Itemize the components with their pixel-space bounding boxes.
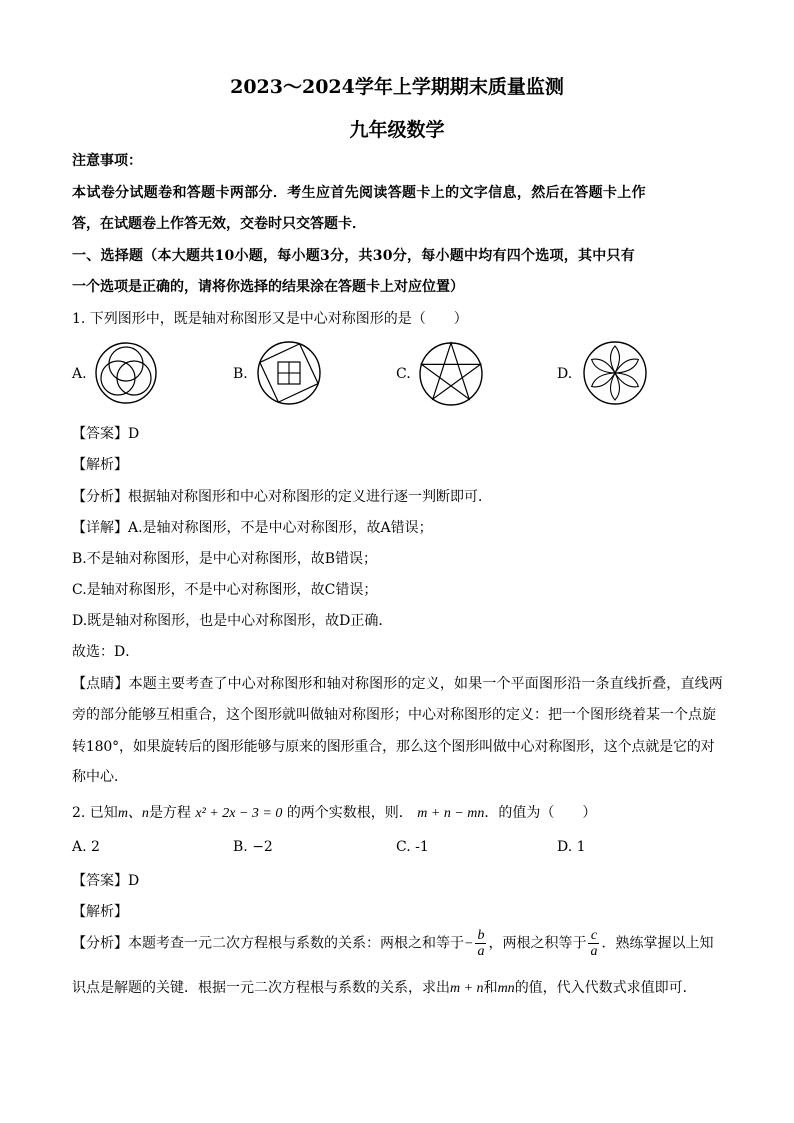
q2-equation: x² + 2x − 3 = 0 <box>195 806 283 821</box>
q2-option-b: B. −2 <box>233 839 273 855</box>
section-1-line-1: 一、选择题（本大题共10小题，每小题3分，共30分，每小题中均有四个选项，其中只有 <box>72 248 635 264</box>
q1-answer <box>72 423 139 443</box>
q2-stem-vars: m、n <box>117 806 149 821</box>
q1-option-a-figure <box>94 340 158 406</box>
q2-product-expr: mn <box>497 981 515 996</box>
q2-fenxi-tag: 【分析】 <box>72 935 128 952</box>
q2-stem-pre: 2. 已知 <box>72 805 118 821</box>
q2-fenxi-line-1 <box>72 928 713 959</box>
q1-answer-tag: 【答案】 <box>72 426 128 442</box>
q2-sum-denominator: a <box>477 944 485 959</box>
q1-option-b-label: B. <box>233 366 248 382</box>
q2-option-d: D. 1 <box>557 839 586 855</box>
q1-comment-line-2: 旁的部分能够互相重合，这个图形就叫做轴对称图形；中心对称图形的定义：把一个图形绕着某一个点旋 <box>72 707 716 723</box>
q1-option-a-label: A. <box>72 366 87 382</box>
q2-fenxi2-end: 的值，代入代数式求值即可． <box>514 980 697 996</box>
q2-expression: m + n − mn <box>417 806 485 821</box>
q2-product-denominator: a <box>590 944 598 959</box>
q2-stem-mid: 是方程 <box>148 805 191 821</box>
q1-option-b-figure <box>256 340 322 406</box>
q1-comment-tag: 【点睛】 <box>72 676 129 692</box>
exam-subtitle: 九年级数学 <box>349 119 445 141</box>
q1-choose: 故选：D． <box>72 644 140 660</box>
q1-option-d-label: D. <box>557 366 573 382</box>
question-1-stem: 1. 下列图形中，既是轴对称图形又是中心对称图形的是（ ） <box>72 311 468 327</box>
q1-detail-a <box>72 517 433 537</box>
q2-sum-sign: − <box>464 936 474 952</box>
exam-title: 2023～2024学年上学期期末质量监测 <box>230 76 564 98</box>
q2-sum-expr: m + n <box>450 981 484 996</box>
q2-fenxi2-pre: 识点是解题的关键．根据一元二次方程根与系数的关系，求出 <box>72 980 450 996</box>
q2-answer-tag: 【答案】 <box>72 873 128 889</box>
q1-answer-value: D <box>128 426 140 442</box>
q2-stem-end: ．的值为（ ） <box>484 805 597 821</box>
q2-fenxi-pre: 本题考查一元二次方程根与系数的关系：两根之和等于 <box>128 935 464 952</box>
q2-fenxi2-and: 和 <box>483 980 498 996</box>
q2-product-numerator: c <box>588 928 599 944</box>
notice-line-1: 本试卷分试题卷和答题卡两部分．考生应首先阅读答题卡上的文字信息，然后在答题卡上作 <box>72 185 646 201</box>
q1-detail-d: D.既是轴对称图形，也是中心对称图形，故D正确． <box>72 613 393 629</box>
q1-comment-line-1 <box>72 673 723 693</box>
q1-detail-tag: 【详解】 <box>72 520 128 536</box>
section-1-line-2: 一个选项是正确的，请将你选择的结果涂在答题卡上对应位置） <box>72 279 464 295</box>
q1-detail-b: B.不是轴对称图形，是中心对称图形，故B错误； <box>72 551 378 567</box>
q2-fenxi-mid: ，两根之积等于 <box>488 935 587 952</box>
q1-fenxi-tag: 【分析】 <box>72 489 128 505</box>
q2-stem-mid2: 的两个实数根，则． <box>286 805 413 821</box>
q2-option-c: C. -1 <box>396 839 429 855</box>
q2-fenxi-line-2 <box>72 977 697 997</box>
q1-comment-text-1: 本题主要考查了中心对称图形和轴对称图形的定义，如果一个平面图形沿一条直线折叠，直线两 <box>128 676 723 692</box>
q2-answer-value: D <box>128 873 140 889</box>
q1-analysis-tag: 【解析】 <box>72 457 128 473</box>
q2-sum-numerator: b <box>477 928 485 943</box>
q2-sum-fraction <box>475 928 486 959</box>
q1-option-d-figure <box>582 340 648 406</box>
q1-option-c-figure <box>418 340 484 406</box>
q1-comment-line-4: 称中心． <box>72 769 128 785</box>
q1-fenxi <box>72 486 492 506</box>
q2-fenxi-end: ．熟练掌握以上知 <box>601 935 714 952</box>
q2-product-fraction <box>588 928 599 959</box>
q1-option-c-label: C. <box>396 366 411 382</box>
q2-analysis-tag: 【解析】 <box>72 904 128 920</box>
q1-fenxi-text: 根据轴对称图形和中心对称图形的定义进行逐一判断即可． <box>128 489 492 505</box>
q1-comment-line-3: 转180°，如果旋转后的图形能够与原来的图形重合，那么这个图形叫做中心对称图形，这个点就是它的对 <box>72 739 715 755</box>
notice-line-2: 答，在试题卷上作答无效，交卷时只交答题卡． <box>72 216 366 232</box>
q2-answer <box>72 870 139 890</box>
q1-detail-c: C.是轴对称图形，不是中心对称图形，故C错误； <box>72 582 378 598</box>
q1-detail-a-text: A.是轴对称图形，不是中心对称图形，故A错误； <box>128 520 433 536</box>
notice-heading: 注意事项： <box>72 153 142 169</box>
q2-option-a: A. 2 <box>72 839 100 855</box>
question-2-stem <box>72 802 596 822</box>
